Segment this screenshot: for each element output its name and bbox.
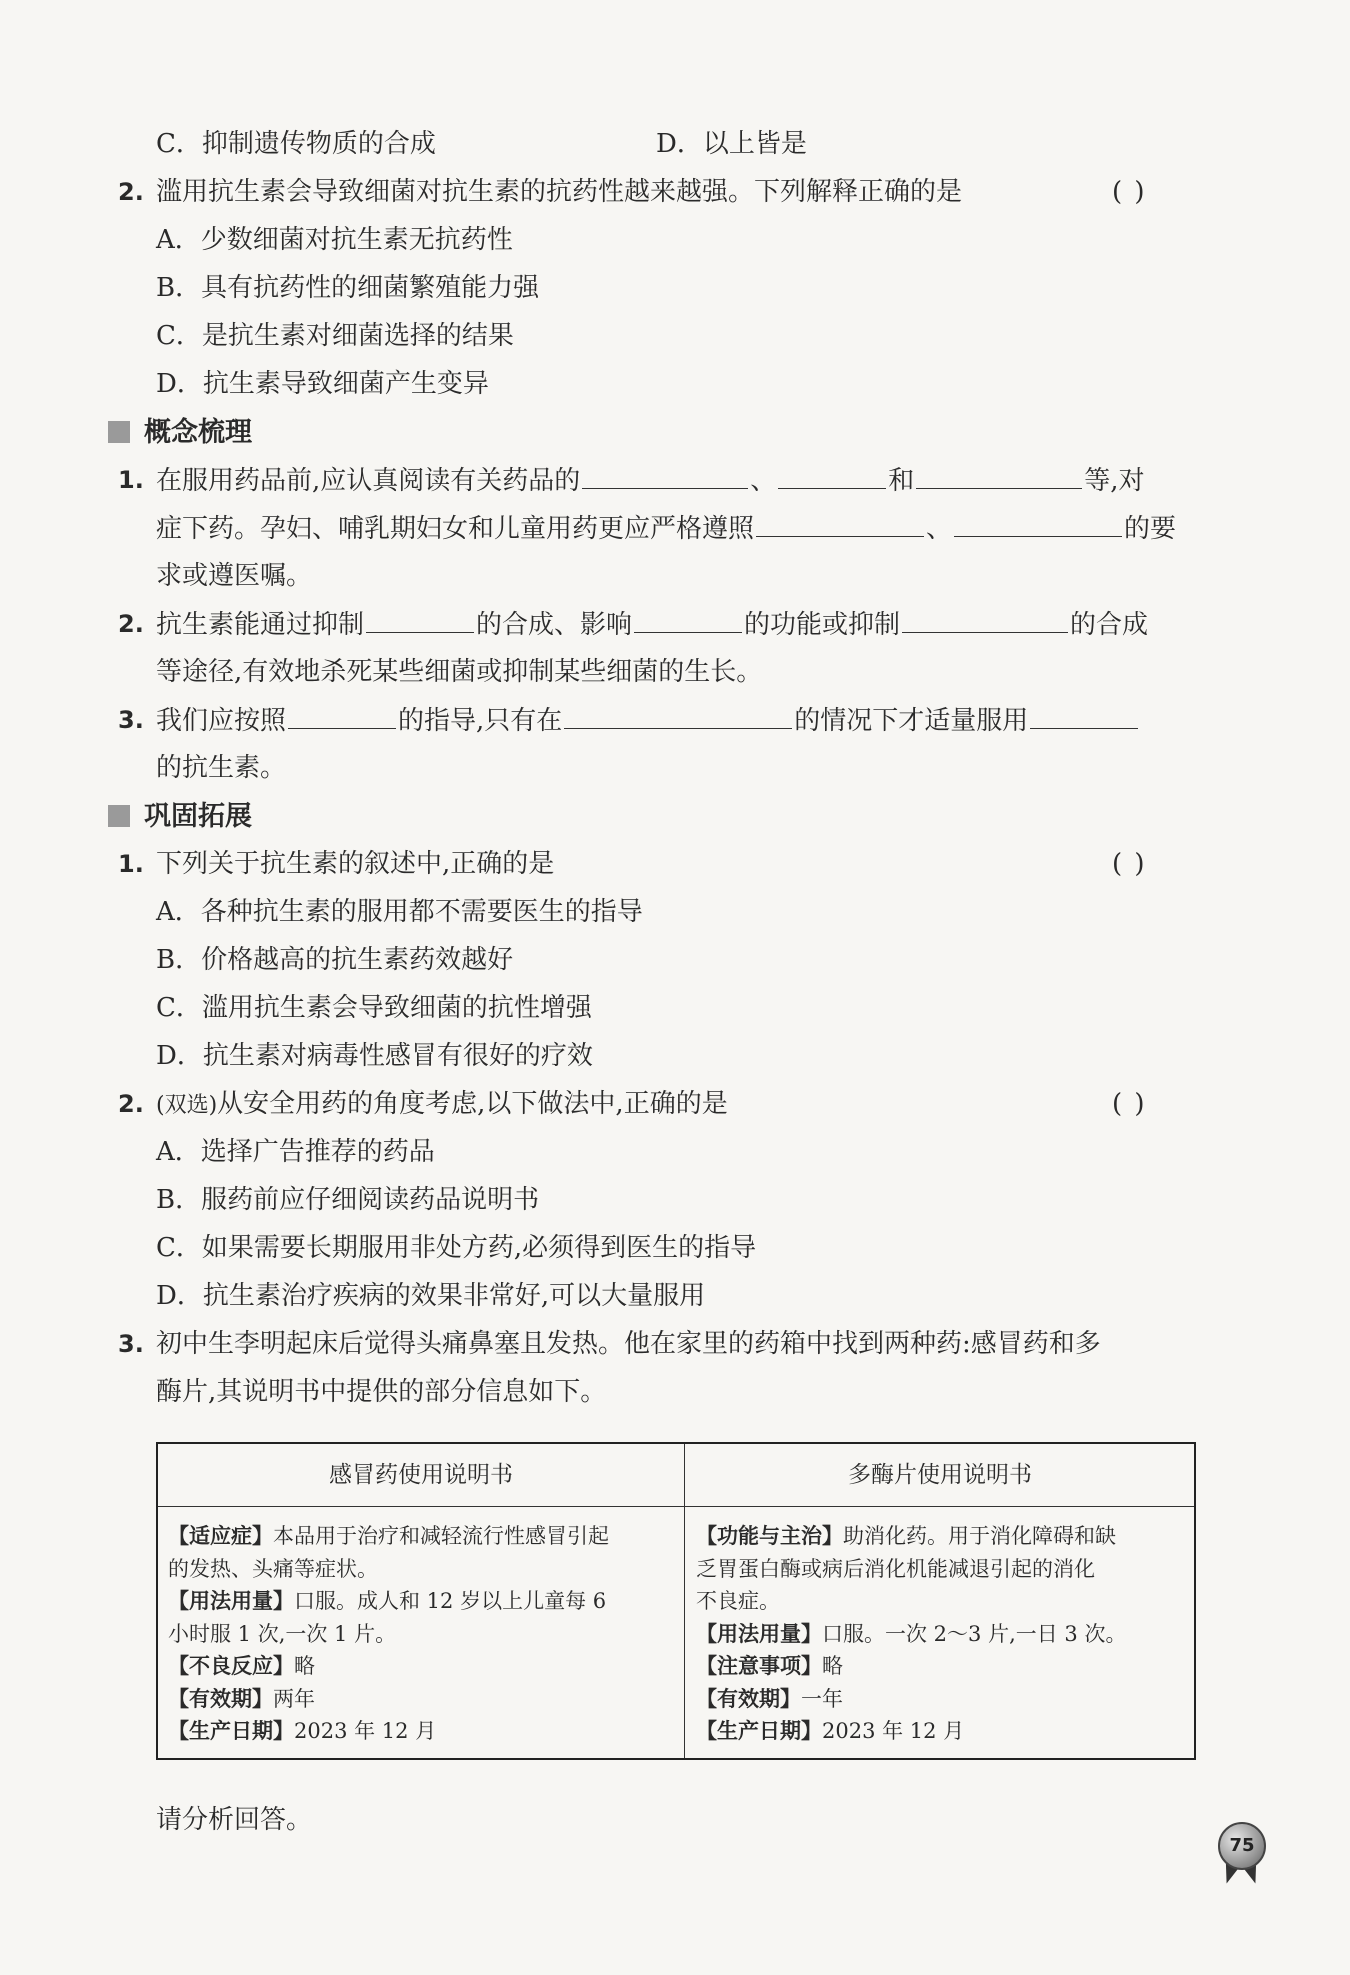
option-a: A．各种抗生素的服用都不需要医生的指导 [156,897,643,927]
fill-blank[interactable] [366,600,474,633]
fill-blank[interactable] [756,504,924,537]
extend-q2-stem [0,1080,1350,1128]
option-c: C．如果需要长期服用非处方药,必须得到医生的指导 [156,1233,757,1263]
fill-blank[interactable] [564,696,792,729]
info-line: 不良症。 [696,1589,780,1613]
concept-q3-line1: 3. 我们应按照 的指导,只有在 的情况下才适量服用 [0,696,1350,744]
question-number: 2. [118,610,144,638]
fill-blank[interactable] [954,504,1122,537]
option-d: D．抗生素治疗疾病的效果非常好,可以大量服用 [156,1281,706,1311]
info-line: 乏胃蛋白酶或病后消化机能减退引起的消化 [696,1556,1095,1581]
prev-options-row [0,120,1350,168]
medicine-instruction-table [156,1442,1196,1760]
info-line: 【有效期】一年 [696,1686,843,1711]
info-line: 的发热、头痛等症状。 [168,1556,378,1581]
info-line: 【生产日期】2023 年 12 月 [168,1719,437,1743]
question-number: 3. [118,706,144,734]
extend-q3-line1: 3. 初中生李明起床后觉得头痛鼻塞且发热。他在家里的药箱中找到两种药:感冒药和多 [0,1320,1350,1368]
question-text: 滥用抗生素会导致细菌对抗生素的抗药性越来越强。下列解释正确的是 [156,177,963,207]
fill-blank[interactable] [778,456,886,489]
concept-q2-line2: 等途径,有效地杀死某些细菌或抑制某些细菌的生长。 [156,657,763,687]
info-line: 【生产日期】2023 年 12 月 [696,1719,965,1743]
info-line: 【功能与主治】助消化药。用于消化障碍和缺 [696,1524,1116,1548]
answer-parentheses: ( ) [1112,177,1147,207]
prev-q2-stem [0,168,1350,216]
section-title: 概念梳理 [144,417,252,448]
fill-blank[interactable] [582,456,748,489]
option-d: D．抗生素对病毒性感冒有很好的疗效 [156,1041,593,1071]
question-number: 1. [118,850,144,878]
option-d: D．抗生素导致细菌产生变异 [156,369,489,399]
info-line: 【用法用量】口服。成人和 12 岁以上儿童每 6 [168,1589,607,1613]
option-a: A．少数细菌对抗生素无抗药性 [156,225,513,255]
concept-q1-line2: 症下药。孕妇、哺乳期妇女和儿童用药更应严格遵照 、 的要 [0,504,1350,552]
concept-q3-line2: 的抗生素。 [156,753,287,783]
cold-medicine-info [168,1520,676,1748]
info-line: 【用法用量】口服。一次 2～3 片,一日 3 次。 [696,1621,1127,1646]
concept-q1-line3: 求或遵医嘱。 [156,561,313,591]
concept-q2-line1: 2. 抗生素能通过抑制 的合成、影响 的功能或抑制 的合成 [0,600,1350,648]
prev-option-c: C．抑制遗传物质的合成 [156,129,436,159]
section-title: 巩固拓展 [144,801,252,832]
question-text: 下列关于抗生素的叙述中,正确的是 [156,849,555,879]
question-number: 3. [118,1330,144,1358]
table-header-cold-medicine: 感冒药使用说明书 [329,1462,513,1488]
fill-blank[interactable] [902,600,1068,633]
info-line: 【注意事项】略 [696,1654,843,1678]
fill-blank[interactable] [1030,696,1138,729]
table-header-multi-enzyme: 多酶片使用说明书 [848,1462,1032,1488]
info-line: 【适应症】本品用于治疗和减轻流行性感冒引起 [168,1524,609,1548]
square-bullet-icon [108,805,130,827]
info-line: 【有效期】两年 [168,1686,315,1711]
extend-q3-line2: 酶片,其说明书中提供的部分信息如下。 [156,1377,607,1407]
fill-blank[interactable] [288,696,396,729]
fill-blank[interactable] [916,456,1082,489]
page-number-badge [1218,1822,1266,1870]
multi-enzyme-info [696,1520,1192,1748]
question-tag: (双选) [156,1093,218,1118]
info-line: 【不良反应】略 [168,1654,315,1678]
concept-q1-line1: 1. 在服用药品前,应认真阅读有关药品的 、 和 等,对 [0,456,1350,504]
header-divider [158,1506,1194,1507]
answer-parentheses: ( ) [1112,849,1147,879]
option-c: C．是抗生素对细菌选择的结果 [156,321,514,351]
info-line: 小时服 1 次,一次 1 片。 [168,1621,397,1646]
fill-blank[interactable] [634,600,742,633]
option-b: B．价格越高的抗生素药效越好 [156,945,514,975]
extend-q1-stem [0,840,1350,888]
option-a: A．选择广告推荐的药品 [156,1137,435,1167]
page-number: 75 [1218,1822,1266,1870]
option-b: B．具有抗药性的细菌繁殖能力强 [156,273,540,303]
question-number: 2. [118,178,144,206]
question-text: 从安全用药的角度考虑,以下做法中,正确的是 [217,1089,728,1119]
prev-option-d: D．以上皆是 [656,129,807,159]
answer-parentheses: ( ) [1112,1089,1147,1119]
square-bullet-icon [108,421,130,443]
question-number: 2. [118,1090,144,1118]
extend-q3-after: 请分析回答。 [156,1805,313,1835]
option-c: C．滥用抗生素会导致细菌的抗性增强 [156,993,592,1023]
section-heading-concept [108,408,252,458]
option-b: B．服药前应仔细阅读药品说明书 [156,1185,540,1215]
section-heading-extend [108,792,252,842]
question-number: 1. [118,466,144,494]
